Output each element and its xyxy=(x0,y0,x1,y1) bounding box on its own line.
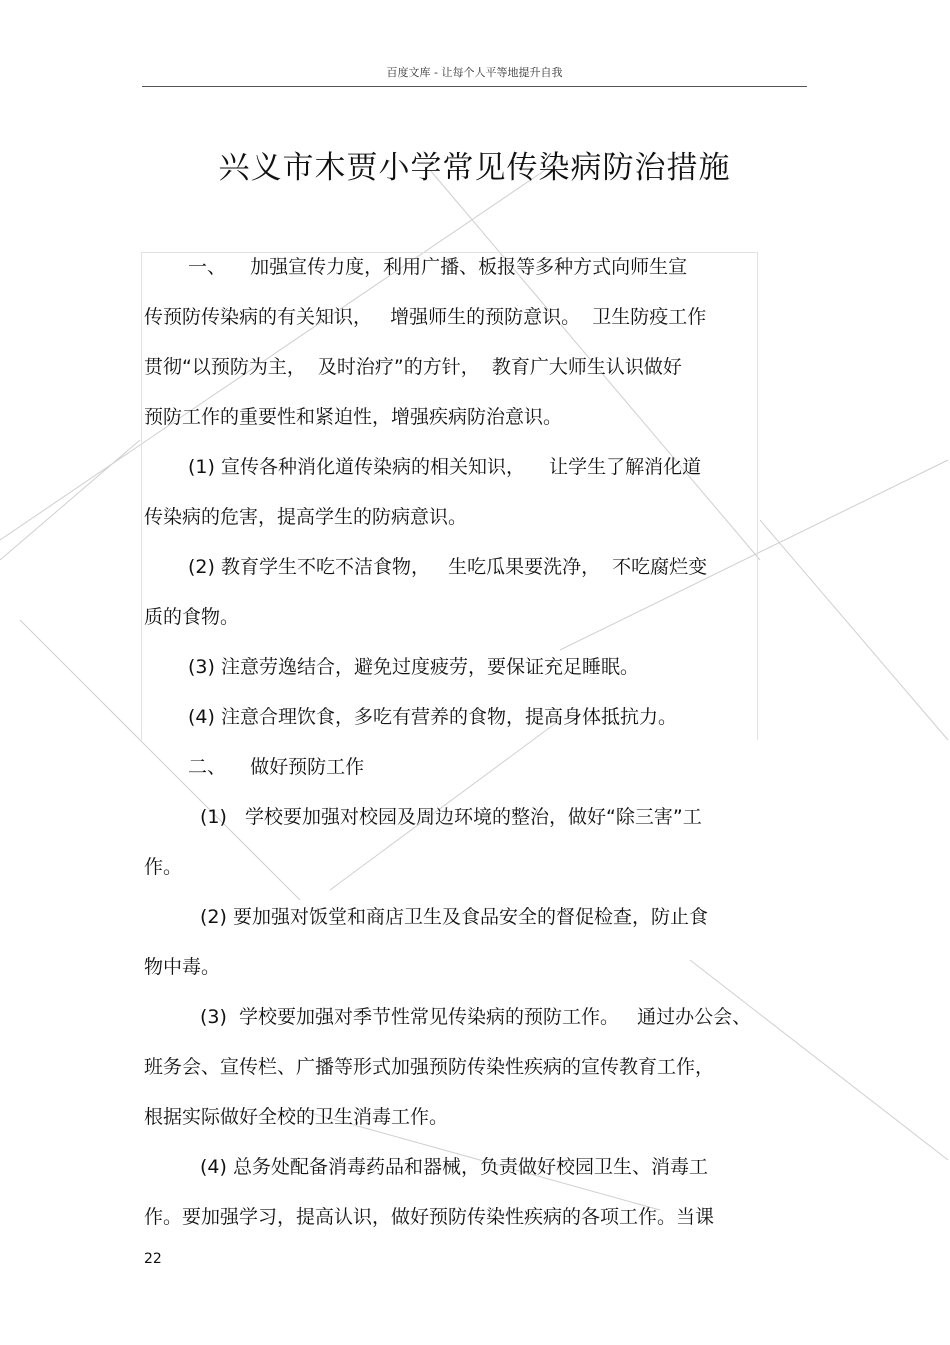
paragraph-line: (3) 学校要加强对季节性常见传染病的预防工作。 通过办公会、 xyxy=(200,1006,752,1028)
header-divider xyxy=(142,86,807,87)
paragraph-line: (2) 教育学生不吃不洁食物， 生吃瓜果要洗净， 不吃腐烂变 xyxy=(188,556,708,578)
section-heading: 二、 做好预防工作 xyxy=(188,756,365,778)
paragraph-line: 一、 加强宣传力度，利用广播、板报等多种方式向师生宣 xyxy=(188,256,688,278)
paragraph-line: 班务会、宣传栏、广播等形式加强预防传染性疾病的宣传教育工作， xyxy=(144,1056,715,1078)
paragraph-line: 作。 xyxy=(144,856,183,878)
box-edge-left xyxy=(141,252,142,740)
paragraph-line: 贯彻“以预防为主， 及时治疗”的方针， 教育广大师生认识做好 xyxy=(144,356,682,378)
box-edge-top xyxy=(141,252,758,253)
paragraph-line: 传染病的危害，提高学生的防病意识。 xyxy=(144,506,468,528)
paragraph-line: 根据实际做好全校的卫生消毒工作。 xyxy=(144,1106,449,1128)
paragraph-line: (2) 要加强对饭堂和商店卫生及食品安全的督促检查，防止食 xyxy=(200,906,708,928)
paragraph-line: (4) 注意合理饮食，多吃有营养的食物，提高身体抵抗力。 xyxy=(188,706,677,728)
paragraph-line: 质的食物。 xyxy=(144,606,240,628)
page-header: 百度文库 - 让每个人平等地提升自我 xyxy=(386,66,563,79)
page-number: 22 xyxy=(144,1251,162,1267)
paragraph-line: 预防工作的重要性和紧迫性，增强疾病防治意识。 xyxy=(144,406,563,428)
paragraph-line: (4) 总务处配备消毒药品和器械，负责做好校园卫生、消毒工 xyxy=(200,1156,708,1178)
box-edge-right xyxy=(757,252,758,740)
paragraph-line: (1) 宣传各种消化道传染病的相关知识， 让学生了解消化道 xyxy=(188,456,702,478)
paragraph-line: 物中毒。 xyxy=(144,956,221,978)
paragraph-line: 传预防传染病的有关知识， 增强师生的预防意识。 卫生防疫工作 xyxy=(144,306,707,328)
paragraph-line: (1) 学校要加强对校园及周边环境的整治，做好“除三害”工 xyxy=(200,806,702,828)
paragraph-line: 作。要加强学习，提高认识，做好预防传染性疾病的各项工作。当课 xyxy=(144,1206,715,1228)
document-title: 兴义市木贾小学常见传染病防治措施 xyxy=(218,150,731,186)
paragraph-line: (3) 注意劳逸结合，避免过度疲劳，要保证充足睡眠。 xyxy=(188,656,639,678)
